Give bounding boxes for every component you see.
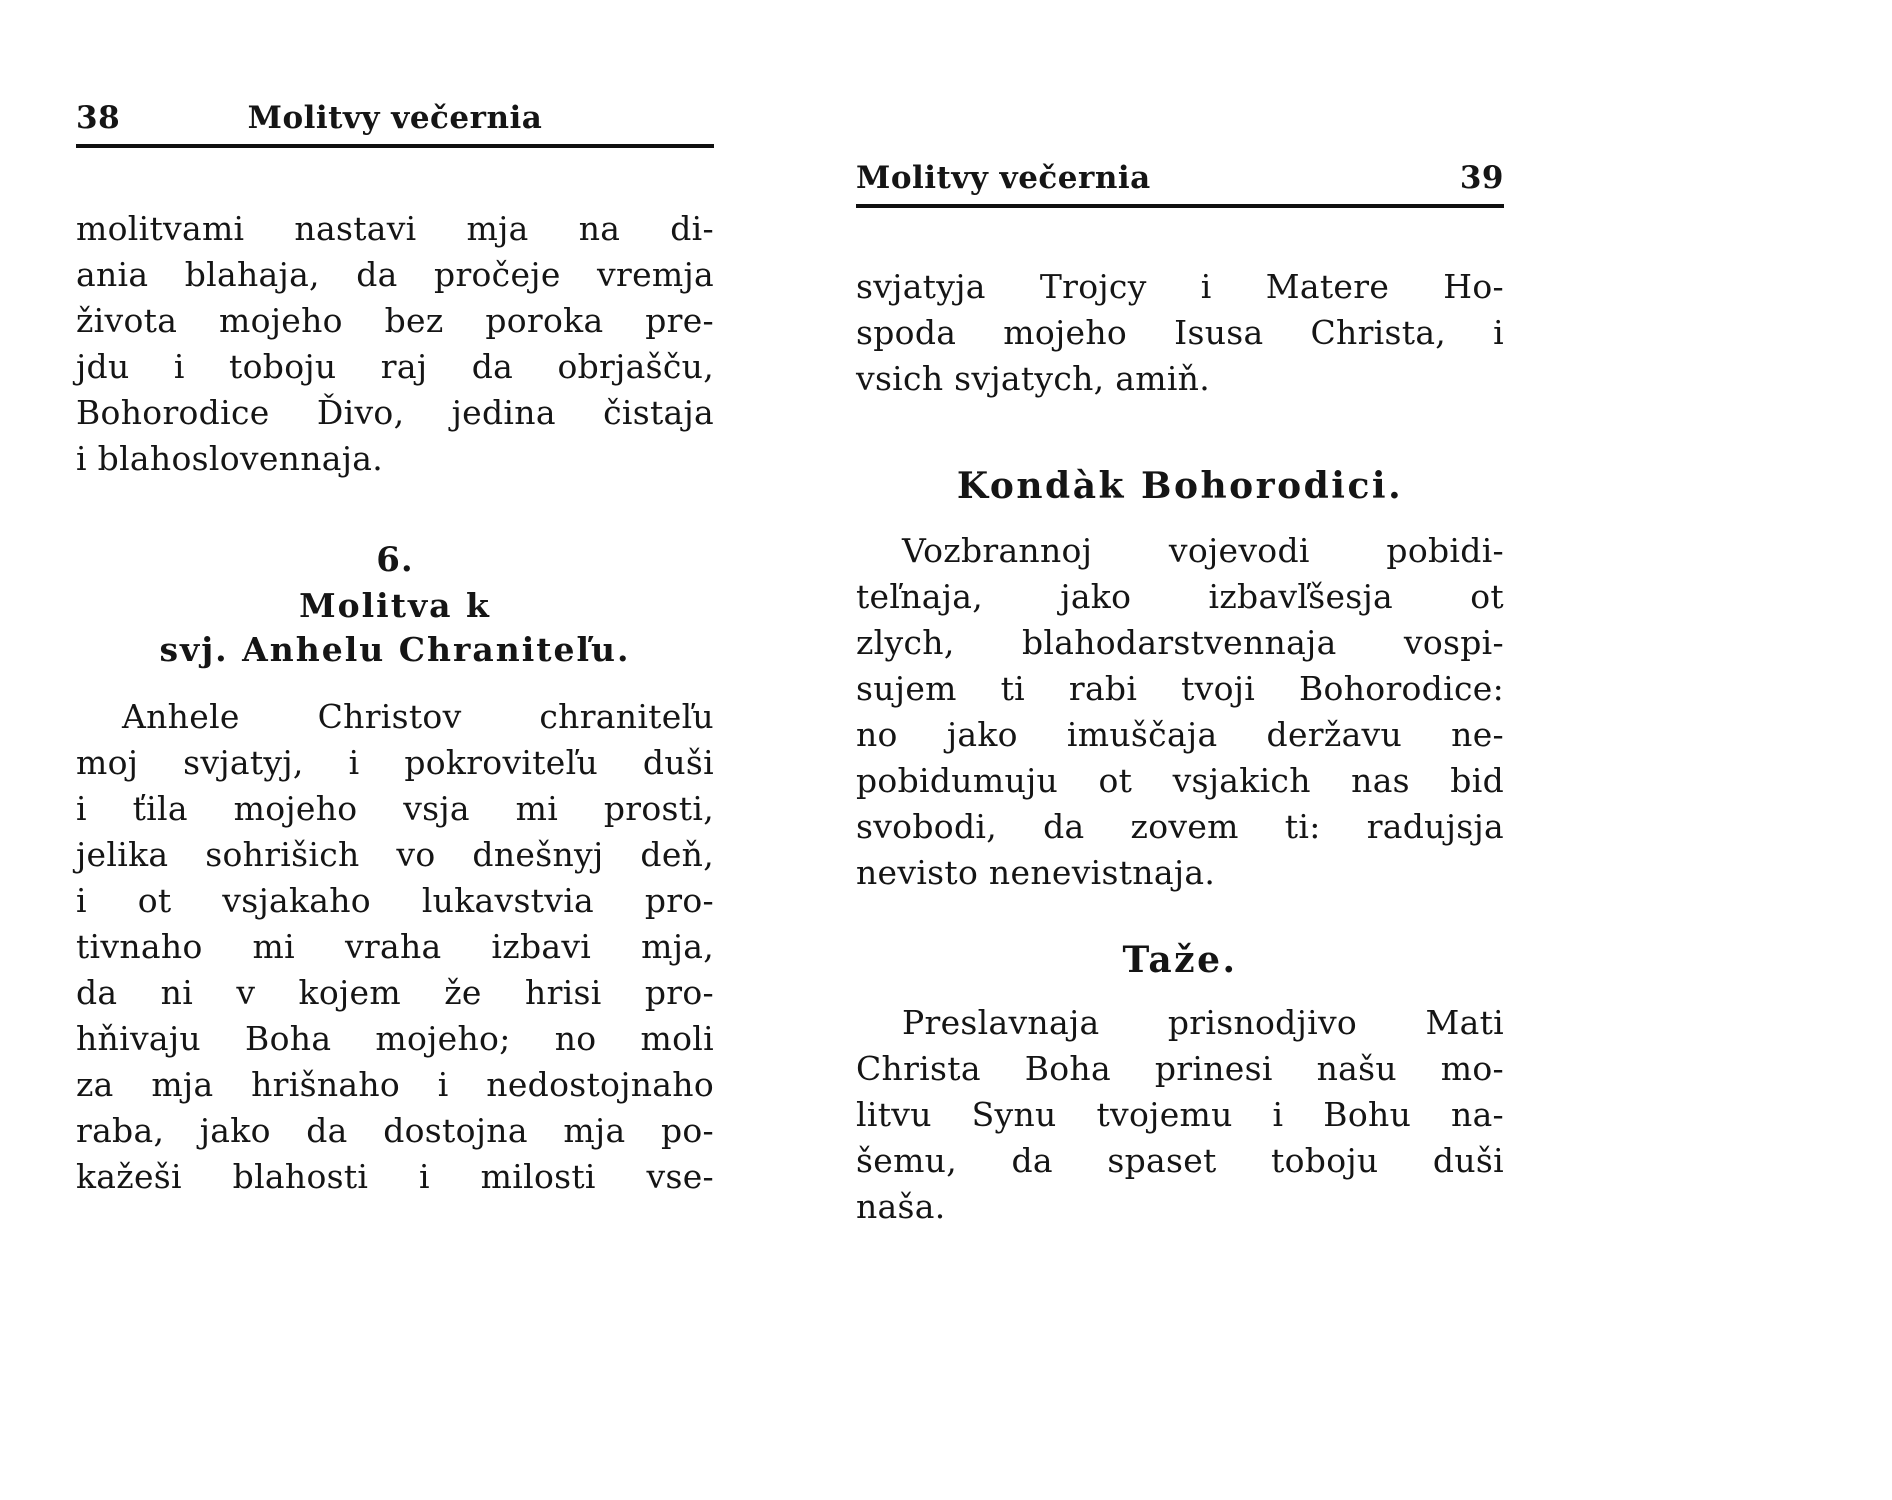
page-left bbox=[76, 98, 714, 1200]
text-line: tivnaho mi vraha izbavi mja, bbox=[76, 927, 714, 966]
paragraph-continuation bbox=[856, 264, 1504, 402]
text-line: Bohorodice Ďivo, jedina čistaja bbox=[76, 393, 714, 432]
text-line: za mja hrišnaho i nedostojnaho bbox=[76, 1065, 714, 1104]
running-title: Molitvy večernia bbox=[247, 100, 543, 136]
text-line: ania blahaja, da pročeje vremja bbox=[76, 255, 714, 294]
text-line: života mojeho bez poroka pre- bbox=[76, 301, 714, 340]
text-line: sujem ti rabi tvoji Bohorodice: bbox=[856, 669, 1504, 708]
text-line: Anhele Christov chraniteľu bbox=[122, 697, 714, 736]
page-right bbox=[856, 158, 1504, 1230]
kondak-heading: Kondàk Bohorodici. bbox=[956, 465, 1404, 507]
running-title: Molitvy večernia bbox=[856, 160, 1151, 196]
text-line: kažeši blahosti i milosti vse- bbox=[76, 1157, 714, 1196]
section-title-line-1: Molitva k bbox=[299, 586, 491, 625]
page-header-right bbox=[856, 158, 1504, 200]
paragraph bbox=[856, 1000, 1504, 1230]
text-line: moj svjatyj, i pokroviteľu duši bbox=[76, 743, 714, 782]
text-line: naša. bbox=[856, 1187, 946, 1226]
text-line: jelika sohrišich vo dnešnyj deň, bbox=[76, 835, 714, 874]
text-line: da ni v kojem že hrisi pro- bbox=[76, 973, 714, 1012]
text-line: šemu, da spaset toboju duši bbox=[856, 1141, 1504, 1180]
header-rule bbox=[856, 204, 1504, 208]
text-line: molitvami nastavi mja na di- bbox=[76, 209, 714, 248]
paragraph-continuation bbox=[76, 206, 714, 482]
text-line: jdu i toboju raj da obrjašču, bbox=[76, 347, 714, 386]
page-header-left bbox=[76, 98, 714, 140]
text-line: no jako imuščaja deržavu ne- bbox=[856, 715, 1504, 754]
text-line: raba, jako da dostojna mja po- bbox=[76, 1111, 714, 1150]
text-line: vsich svjatych, amiň. bbox=[856, 359, 1211, 398]
paragraph bbox=[76, 694, 714, 1200]
text-line: nevisto nenevistnaja. bbox=[856, 853, 1216, 892]
text-line: spoda mojeho Isusa Christa, i bbox=[856, 313, 1504, 352]
paragraph bbox=[856, 528, 1504, 896]
page-number: 39 bbox=[1459, 160, 1504, 196]
text-line: Preslavnaja prisnodjivo Mati bbox=[902, 1003, 1504, 1042]
text-line: Christa Boha prinesi našu mo- bbox=[856, 1049, 1504, 1088]
text-line: zlych, blahodarstvennaja vospi- bbox=[856, 623, 1504, 662]
text-line: svobodi, da zovem ti: radujsja bbox=[856, 807, 1504, 846]
page-number: 38 bbox=[76, 100, 121, 136]
text-line: i ot vsjakaho lukavstvia pro- bbox=[76, 881, 714, 920]
text-line: litvu Synu tvojemu i Bohu na- bbox=[856, 1095, 1504, 1134]
text-line: hňivaju Boha mojeho; no moli bbox=[76, 1019, 714, 1058]
taze-heading: Taže. bbox=[1122, 939, 1238, 981]
text-line: svjatyja Trojcy i Matere Ho- bbox=[856, 267, 1504, 306]
text-line: Vozbrannoj vojevodi pobidi- bbox=[902, 531, 1504, 570]
section-heading bbox=[76, 536, 714, 672]
text-line: i ťila mojeho vsja mi prosti, bbox=[76, 789, 714, 828]
text-line: pobidumuju ot vsjakich nas bid bbox=[856, 761, 1504, 800]
text-line: i blahoslovennaja. bbox=[76, 439, 384, 478]
text-line: teľnaja, jako izbavľšesja ot bbox=[856, 577, 1504, 616]
header-rule bbox=[76, 144, 714, 148]
section-title-line-2: svj. Anhelu Chraniteľu. bbox=[159, 630, 631, 669]
section-number: 6. bbox=[376, 540, 414, 580]
